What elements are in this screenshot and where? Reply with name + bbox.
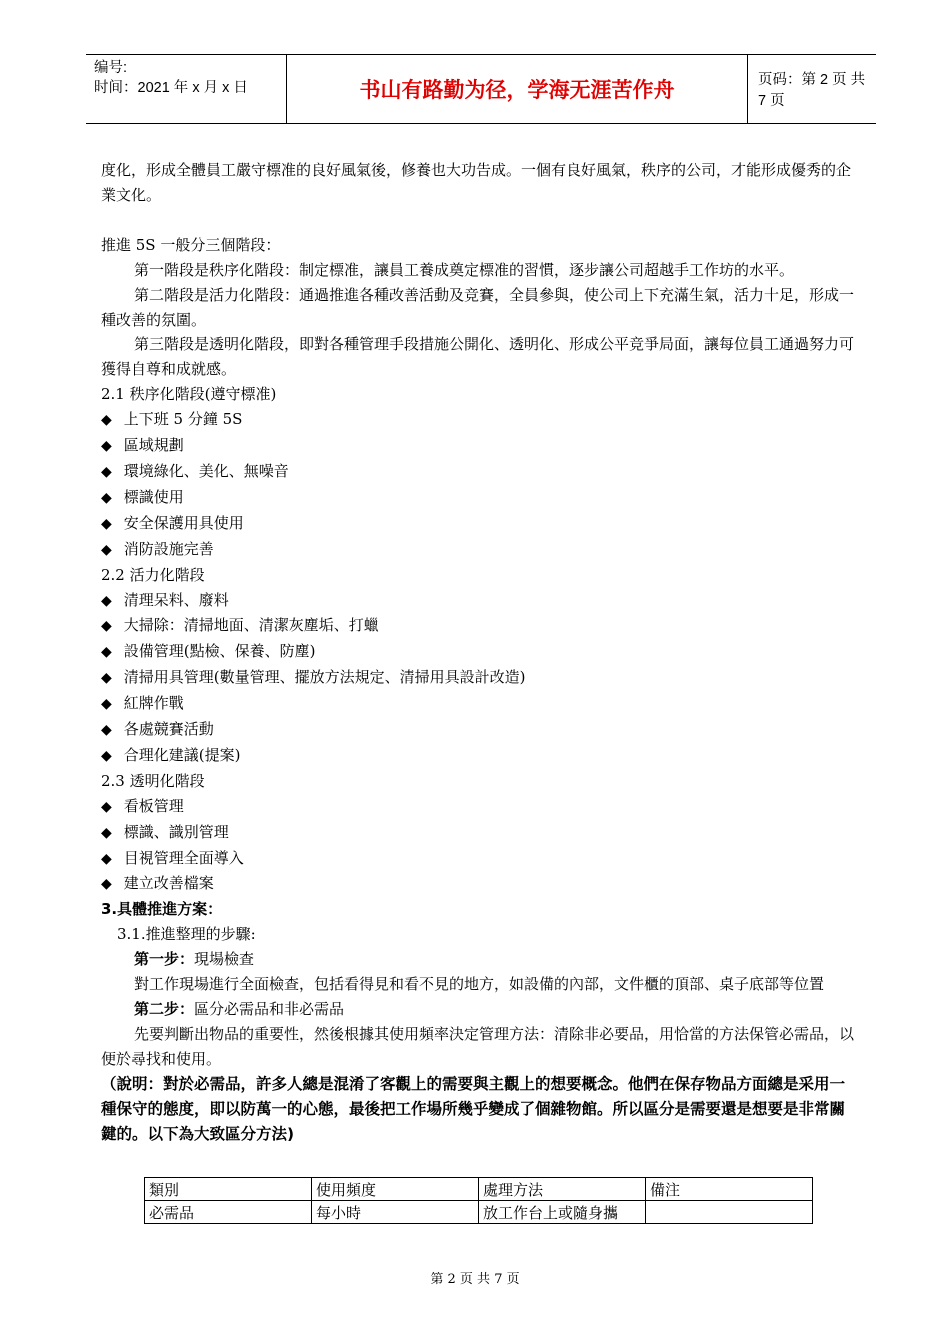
list-item: ◆ 區域規劃 bbox=[101, 433, 854, 459]
list-item: ◆ 各處競賽活動 bbox=[101, 717, 854, 743]
list-item: ◆ 大掃除：清掃地面、清潔灰塵垢、打蠟 bbox=[101, 613, 854, 639]
note-paragraph: （說明：對於必需品，許多人總是混淆了客觀上的需要與主觀上的想要概念。他們在保存物品方面總是采用一種保守的態度，即以防萬一的心態，最後把工作場所幾乎變成了個雜物館。所以區分是需要還是想要是非常關鍵的。以下為大致區分方法) bbox=[101, 1074, 846, 1143]
step-1-heading bbox=[101, 947, 854, 972]
section-2-2-title: 2.2 活力化階段 bbox=[101, 565, 205, 584]
table-cell bbox=[646, 1201, 813, 1224]
page-footer: 第 2 页 共 7 页 bbox=[430, 1272, 520, 1287]
section-2-3-title: 2.3 透明化階段 bbox=[101, 771, 205, 790]
list-item: ◆ 清理呆料、廢料 bbox=[101, 588, 854, 614]
number-label: 编号: bbox=[94, 60, 128, 76]
list-item: ◆ 標識使用 bbox=[101, 485, 854, 511]
table-cell: 放工作台上或隨身攜 bbox=[479, 1201, 646, 1224]
list-item: ◆ 紅牌作戰 bbox=[101, 691, 854, 717]
step-1-paragraph: 對工作現場進行全面檢查，包括看得見和看不見的地方，如設備的內部，文件櫃的頂部、桌子底部等位置 bbox=[134, 975, 825, 994]
time-label: 时间：2021 年 x 月 x 日 bbox=[94, 80, 248, 96]
phase-1-paragraph: 第一階段是秩序化階段：制定標准，讓員工養成奠定標准的習慣，逐步讓公司超越手工作坊的水平。 bbox=[134, 260, 795, 279]
phase-2-paragraph: 第二階段是活力化階段：通過推進各種改善活動及竞賽，全員參與，使公司上下充滿生氣，活力十足，形成一種改善的氛圍。 bbox=[101, 285, 855, 329]
header-meta bbox=[94, 58, 248, 98]
step-2-heading bbox=[101, 997, 854, 1022]
list-item: ◆ 環境綠化、美化、無噪音 bbox=[101, 459, 854, 485]
table-header-cell: 使用頻度 bbox=[312, 1178, 479, 1201]
step-2-label: 第二步： bbox=[134, 1000, 195, 1018]
table-header-cell: 備注 bbox=[646, 1178, 813, 1201]
list-item: ◆ 看板管理 bbox=[101, 794, 854, 820]
section-2-1-title: 2.1 秩序化階段(遵守標准) bbox=[101, 385, 277, 404]
table-cell: 必需品 bbox=[145, 1201, 312, 1224]
list-item: ◆ 合理化建議(提案) bbox=[101, 743, 854, 769]
document-body bbox=[101, 158, 854, 1147]
classification-table bbox=[144, 1177, 813, 1224]
step-2-paragraph: 先要判斷出物品的重要性，然後根據其使用頻率決定管理方法：清除非必要品，用恰當的方法保管必需品，以便於尋找和使用。 bbox=[101, 1024, 855, 1068]
step-2-title: 區分必需品和非必需品 bbox=[194, 1000, 345, 1018]
list-item: ◆ 清掃用具管理(數量管理、擺放方法規定、清掃用具設計改造) bbox=[101, 665, 854, 691]
list-item: ◆ 目視管理全面導入 bbox=[101, 846, 854, 872]
table-row bbox=[145, 1201, 813, 1224]
intro-paragraph: 度化，形成全體員工嚴守標准的良好風氣後，修養也大功告成。一個有良好風氣，秩序的公司，才能形成優秀的企業文化。 bbox=[101, 161, 852, 204]
phases-title: 推進 5S 一般分三個階段： bbox=[101, 235, 281, 254]
table-header-cell: 處理方法 bbox=[479, 1178, 646, 1201]
section-3-title: 3.具體推進方案： bbox=[101, 900, 223, 919]
header-page-label: 页码：第 2 页 共 7 页 bbox=[758, 72, 866, 109]
list-item: ◆ 安全保護用具使用 bbox=[101, 511, 854, 537]
header-motto: 书山有路勤为径，学海无涯苦作舟 bbox=[286, 55, 748, 123]
table-header-cell: 類別 bbox=[145, 1178, 312, 1201]
list-item: ◆ 標識、識別管理 bbox=[101, 820, 854, 846]
step-1-label: 第一步： bbox=[134, 950, 195, 969]
table-header-row bbox=[145, 1178, 813, 1201]
list-item: ◆ 上下班 5 分鐘 5S bbox=[101, 407, 854, 433]
phase-3-paragraph: 第三階段是透明化階段，即對各種管理手段措施公開化、透明化、形成公平竞爭局面，讓每位員工通過努力可獲得自尊和成就感。 bbox=[101, 335, 855, 379]
table-cell: 每小時 bbox=[312, 1201, 479, 1224]
list-item: ◆ 消防設施完善 bbox=[101, 537, 854, 563]
list-item: ◆ 設備管理(點檢、保養、防塵) bbox=[101, 639, 854, 665]
page-header bbox=[86, 54, 876, 124]
section-3-1-title: 3.1.推進整理的步驟: bbox=[117, 925, 256, 944]
step-1-title: 現場檢查 bbox=[194, 950, 255, 969]
list-item: ◆ 建立改善檔案 bbox=[101, 871, 854, 897]
